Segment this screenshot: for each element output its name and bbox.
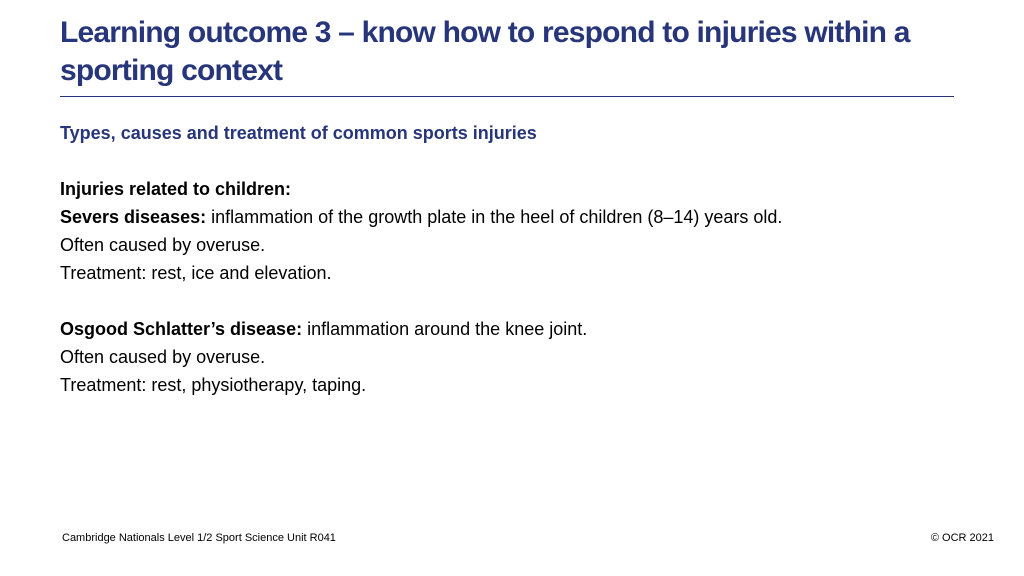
slide-title: Learning outcome 3 – know how to respond to injuries within a sporting context — [60, 16, 910, 87]
footer-course: Cambridge Nationals Level 1/2 Sport Science Unit R041 — [62, 532, 336, 544]
title-divider — [60, 96, 954, 97]
severs-line — [60, 203, 980, 231]
footer-copyright: © OCR 2021 — [930, 532, 994, 544]
paragraph-gap — [60, 287, 980, 315]
osgood-name: Osgood Schlatter’s disease: — [60, 319, 303, 339]
osgood-line — [60, 315, 980, 343]
slide-body — [60, 175, 980, 399]
osgood-description: inflammation around the knee joint. — [302, 319, 588, 339]
osgood-cause: Often caused by overuse. — [60, 347, 266, 367]
osgood-treatment: Treatment: rest, physiotherapy, taping. — [60, 375, 367, 395]
section-heading: Injuries related to children: — [60, 179, 292, 199]
severs-cause: Often caused by overuse. — [60, 235, 266, 255]
severs-name: Severs diseases: — [60, 207, 207, 227]
slide-subtitle: Types, causes and treatment of common sports injuries — [60, 123, 537, 143]
severs-treatment: Treatment: rest, ice and elevation. — [60, 263, 332, 283]
severs-description: inflammation of the growth plate in the heel of children (8–14) years old. — [206, 207, 783, 227]
